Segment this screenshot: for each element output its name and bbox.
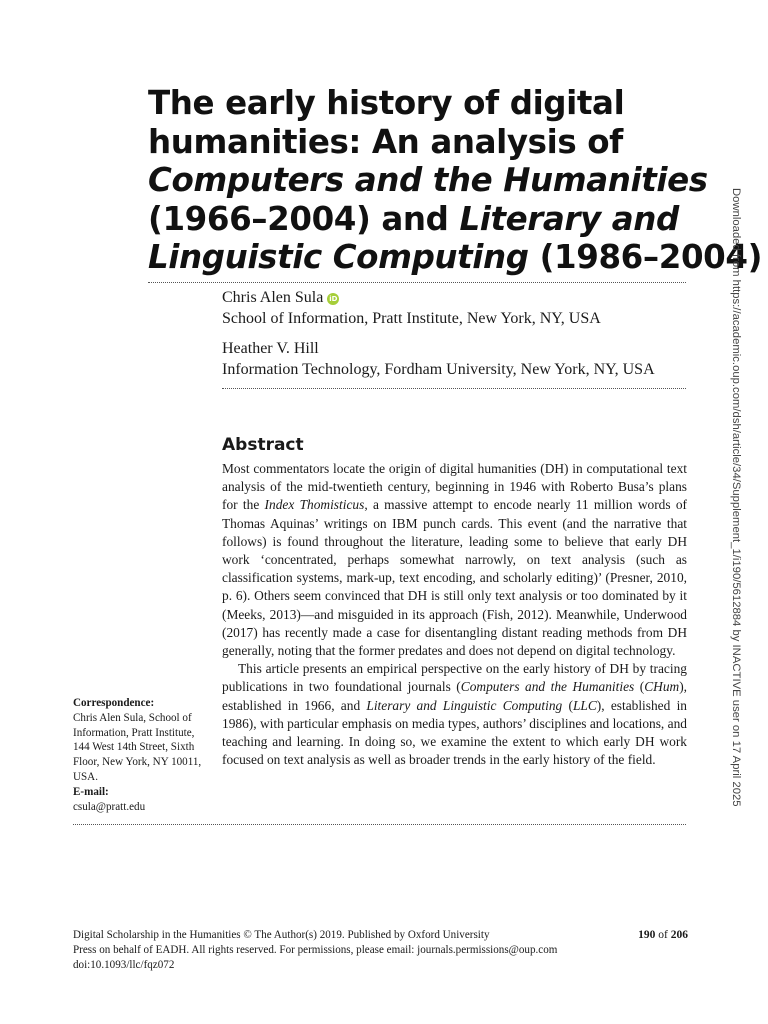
title-line-2: humanities: An analysis of	[148, 122, 623, 161]
author-2-name: Heather V. Hill	[222, 340, 319, 357]
download-watermark: Downloaded from https://academic.oup.com/dsh/article/34/Supplement_1/i190/5612884 by INACTIVE user on 17 April 2025	[730, 188, 742, 807]
author-1-affiliation: School of Information, Pratt Institute, New York, NY, USA	[222, 310, 601, 327]
abstract-paragraph-2: This article presents an empirical perspective on the early history of DH by tracing publications in two foundational journals (Computers and the Humanities (CHum), established in 1966, and Literary and Linguistic Computing (LLC), established in 1986), with particular emphasis on media types, authors’ disciplines and locations, and teaching and learning. In doing so, we examine the extent to which early DH work focused on text analysis as well as broader trends in the early history of the field.	[222, 661, 687, 768]
orcid-icon[interactable]: iD	[329, 295, 338, 303]
author-1-name: Chris Alen Sula iD	[222, 289, 338, 306]
abstract-divider	[73, 824, 686, 825]
email-label: E-mail:	[73, 785, 109, 798]
title-journal-llc-part1: Literary and	[459, 199, 679, 238]
title-journal-chum: Computers and the Humanities	[148, 161, 708, 199]
title-line-5: Linguistic Computing (1986–2004)	[148, 238, 763, 276]
title-line-4: (1966–2004) and Literary and	[148, 199, 679, 238]
title-line-3	[148, 161, 708, 200]
abstract-heading: Abstract	[222, 435, 304, 455]
article-title	[148, 84, 763, 277]
footer-copyright: Digital Scholarship in the Humanities © The Author(s) 2019. Published by Oxford University Press on behalf of EADH. All rights reserved. For permissions, please email: journals.permissions@oup.com doi:10.1093/llc/fqz072	[73, 928, 593, 972]
page-number: 190 of 206	[638, 929, 688, 941]
authors-divider	[222, 388, 686, 389]
author-2-affiliation: Information Technology, Fordham University, New York, NY, USA	[222, 361, 655, 378]
correspondence-label: Correspondence:	[73, 697, 155, 709]
correspondence-address: Chris Alen Sula, School of Information, Pratt Institute, 144 West 14th Street, Sixth Floor, New York, NY 10011, USA.	[73, 711, 202, 783]
doi-link[interactable]: doi:10.1093/llc/fqz072	[73, 958, 175, 971]
title-divider	[148, 282, 686, 283]
email-link[interactable]: csula@pratt.edu	[73, 800, 146, 813]
abstract-body	[222, 460, 687, 769]
correspondence-block	[73, 696, 213, 814]
title-line-1: The early history of digital	[148, 84, 625, 122]
title-journal-llc-part2: Linguistic Computing	[148, 238, 529, 276]
abstract-paragraph-1: Most commentators locate the origin of digital humanities (DH) in computational text analysis of the mid-twentieth century, beginning in 1946 with Roberto Busa’s plans for the Index Thomisticus, a massive attempt to encode nearly 11 million words of Thomas Aquinas’ writings on IBM punch cards. This event (and the narrative that follows) is found throughout the literature, leading some to believe that early DH work ‘concentrated, perhaps somewhat narrowly, on text analysis (such as classification systems, mark-up, text encoding, and scholarly editing)’ (Presner, 2010, p. 6). Others seem convinced that DH is still only text analysis or too dominated by it (Meeks, 2013)—and misguided in its approach (Fish, 2012). Meanwhile, Underwood (2017) has recently made a case for disentangling distant reading methods from DH generally, noting that the former predates and does not depend on digital technology.	[222, 461, 687, 659]
